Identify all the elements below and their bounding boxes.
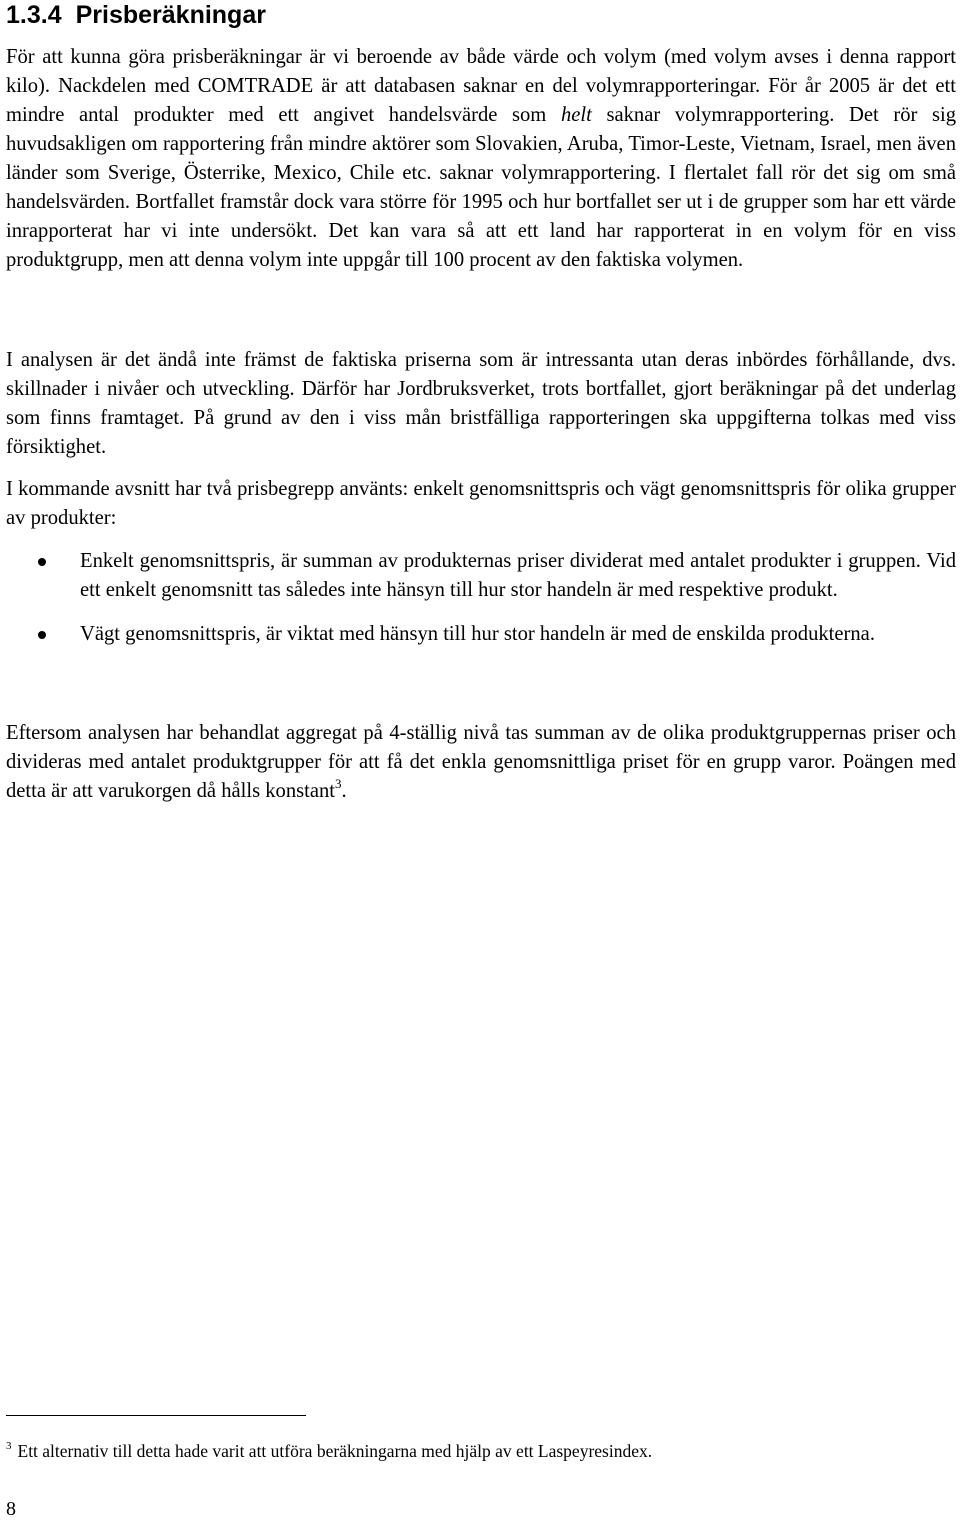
paragraph-text: Eftersom analysen har behandlat aggregat på 4-ställig nivå tas summan av de olika produktgruppernas priser och divideras med antalet produktgrupper för att få det enkla genomsnittliga priset för en grupp varor. Poängen med detta är att varukorgen då hålls konstant: [6, 722, 956, 802]
list-item-text: Vägt genomsnittspris, är viktat med hänsyn till hur stor handeln är med de enskilda produkterna.: [80, 623, 875, 645]
section-number: 1.3.4: [6, 1, 62, 29]
list-item: [6, 620, 956, 649]
paragraph-analysis-focus: I analysen är det ändå inte främst de faktiska priserna som är intressanta utan deras inbördes förhållande, dvs. skillnader i nivåer och utveckling. Därför har Jordbruksverket, trots bortfallet, gjort beräkningar på det underlag som finns framtaget. På grund av den i viss mån bristfälliga rapporteringen ska uppgifterna tolkas med viss försiktighet.: [6, 349, 956, 458]
paragraph-text: För att kunna göra prisberäkningar är vi beroende av både värde och volym (med volym avses i denna rapport kilo). Nackdelen med COMTRADE är att databasen saknar en del volymrapporteringar. För år 2005 är det ett mindre antal produkter med ett angivet handelsvärde som: [6, 46, 956, 126]
paragraph-price-concepts: I kommande avsnitt har två prisbegrepp använts: enkelt genomsnittspris och vägt genomsnittspris för olika grupper av produkter:: [6, 478, 956, 529]
footnote-separator: [6, 1415, 306, 1416]
list-item: [6, 547, 956, 605]
paragraph-aggregation: [6, 719, 956, 806]
document-page: [6, 0, 956, 1525]
price-concept-list: [6, 547, 956, 649]
page-number: 8: [6, 1498, 16, 1520]
bullet-icon: [38, 558, 46, 566]
emphasis-text: helt: [560, 104, 592, 126]
paragraph-text: saknar volymrapportering. Det rör sig huvudsakligen om rapportering från mindre aktörer som Slovakien, Aruba, Timor-Leste, Vietnam, Israel, men även länder som Sverige, Österrike, Mexico, Chile etc. saknar volymrapportering. I flertalet fall rör det sig om små handelsvärden. Bortfallet framstår dock vara större för 1995 och hur bortfallet ser ut i de grupper som har ett värde inrapporterat har vi inte undersökt. Det kan vara så att ett land har rapporterat in en volym för en viss produktgrupp, men att denna volym inte uppgår till 100 procent av den faktiska volymen.: [6, 104, 956, 271]
footnote: [6, 1439, 652, 1463]
footnote-reference[interactable]: 3: [335, 776, 342, 791]
bullet-icon: [38, 631, 46, 639]
footnote-text: Ett alternativ till detta hade varit att utföra beräkningarna med hjälp av ett Laspeyresindex.: [17, 1441, 653, 1461]
section-heading: [6, 0, 266, 30]
footnote-marker: 3: [6, 1440, 12, 1452]
paragraph-data-availability: [6, 43, 956, 275]
section-title: Prisberäkningar: [75, 1, 266, 29]
paragraph-text: .: [341, 780, 347, 802]
list-item-text: Enkelt genomsnittspris, är summan av produkternas priser dividerat med antalet produkter i gruppen. Vid ett enkelt genomsnitt tas således inte hänsyn till hur stor handeln är med respektive produkt.: [80, 550, 956, 601]
